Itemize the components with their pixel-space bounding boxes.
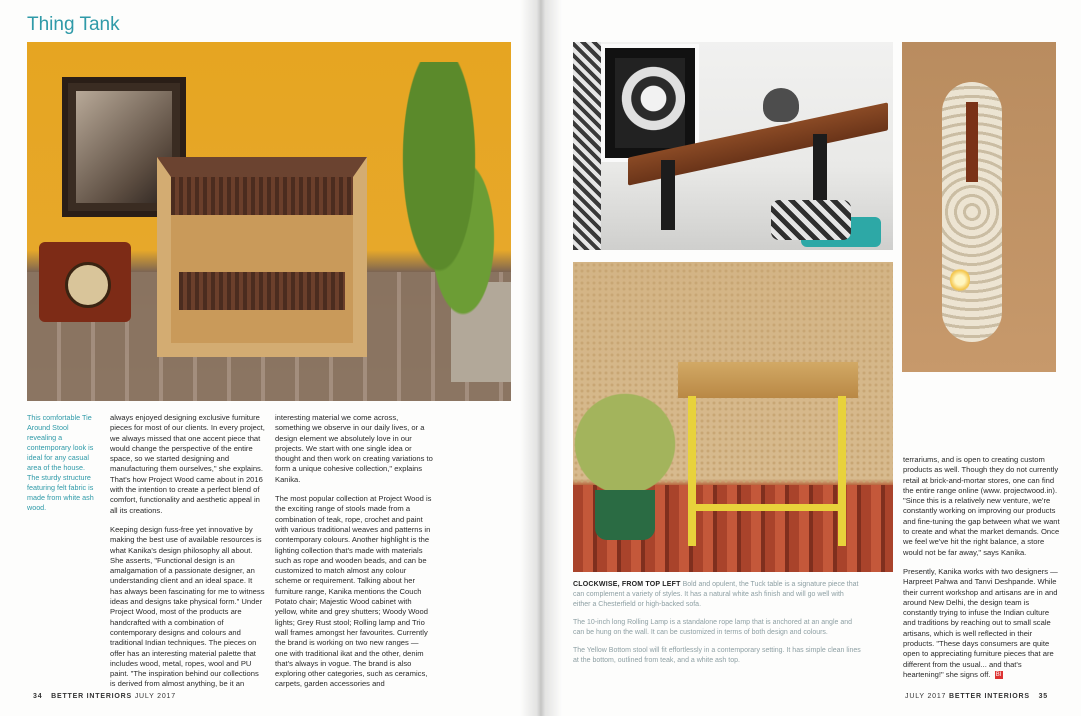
light-bulb (950, 267, 970, 293)
frame-art (615, 58, 685, 148)
caption-lead: CLOCKWISE, FROM TOP LEFT (573, 581, 681, 588)
paragraph: interesting material we come across, something we observe in our daily lives, or a design element we absolutely love in our projects. We start with one single idea or thought and then work on creating variations to form a unique cohesive collection," explains Kanika. (275, 413, 433, 484)
vintage-telephone (39, 242, 131, 322)
paragraph (903, 567, 1063, 680)
table-leg (813, 134, 827, 202)
issue-date: JULY 2017 (134, 693, 176, 700)
end-mark-icon: BI (995, 671, 1002, 678)
paragraph-text: Presently, Kanika works with two designers — Harpreet Pahwa and Tanvi Deshpande. While their current workshop and artisans are in and around New Delhi, the design team is constantly trying to infuse the Indian culture and traditions by reaching out to small scale artisans, which is well reflected in their products. "These days consumers are quite open to appreciating furniture pieces that are different from the usual... and that's heartening!" she signs off. (903, 566, 1058, 679)
tie-around-stool-photo (27, 42, 511, 401)
wooden-stool (157, 157, 367, 357)
stool-caption: This comfortable Tie Around Stool revealing a contemporary look is ideal for any casual area of the house. The sturdy structure featuring felt fabric is made from white ash wood. (27, 413, 94, 512)
stool-leg (688, 396, 696, 546)
stool-seat (678, 362, 858, 398)
patterned-cushion (771, 200, 851, 240)
paragraph: The most popular collection at Project Wood is the exciting range of stools made from a combination of teak, rope, crochet and paint with various traditional weaves and patterns in contemporary colours. Another highlight is the lighting collection that's made with materials such as rope and wooden beads, and can be customized to match almost any colour scheme or requirement. Talking about her furniture range, Kanika mentions the Couch Potato chair; Majestic Wood cabinet with yellow, white and grey shutters; Woody Wood lights; Grey Rust stool; Rolling lamp and Trio wall frames amongst her favourites. Currently the brand is working on two new ranges — one with traditional ikat and the other, denim that's always in vogue. The brand is also exploring other categories, such as ceramics, carpets, garden accessories and (275, 494, 432, 689)
paragraph: terrariums, and is open to creating custom products as well. Though they do not currently retail at brick-and-mortar stores, one can find the entire range online (www. projectwood.in). "Since this is a relatively new venture, we're constantly working on improving our products and fine-tuning the gap between what we want to create and what the market demands. Once we feel we've hit the right balance, a store would not be far away," says Kanika. (903, 455, 1060, 557)
palm-plant (391, 62, 511, 382)
folio-right (905, 693, 1054, 700)
magazine-name: BETTER INTERIORS (51, 693, 132, 700)
telephone-dial (65, 262, 111, 308)
table-leg (661, 160, 675, 230)
rolling-lamp-photo (902, 42, 1056, 372)
caption-text: Bold and opulent, the Tuck table is a signature piece that can complement a variety of styles. It has a natural white ash finish and will go well with either a Chesterfield or high-backed sofa. (573, 581, 859, 608)
paragraph: Keeping design fuss-free yet innovative by making the best use of available resources is what Kanika's design philosophy all about. She asserts, "Functional design is an amalgamation of a passionate designer, an understanding client and an ideal space. It has always been fascinating for me to witness ideas and designs take physical form." Under Project Wood, most of the products are handcrafted with a combination of contemporary designs and colours and traditional Indian techniques. The pieces on offer has an interesting material palette that includes wood, metal, ropes, wool and PU paint. "The inspiration behind our collections is derived from almost anything, be it an (110, 524, 265, 689)
stool-leg (838, 396, 846, 546)
yellow-bottom-stool-photo (573, 262, 893, 572)
page-number: 35 (1038, 693, 1048, 700)
caption-second: The 10-inch long Rolling Lamp is a standalone rope lamp that is anchored at an angle and can be hung on the wall. It can be customized in terms of both design and colours. (573, 619, 853, 636)
teapot (763, 88, 799, 122)
patterned-rug (573, 42, 601, 250)
tuck-table-photo (573, 42, 893, 250)
right-page (541, 0, 1081, 716)
page-number: 34 (33, 693, 43, 700)
article-column-3 (903, 455, 1063, 689)
left-page (0, 0, 540, 716)
paragraph: always enjoyed designing exclusive furniture pieces for most of our clients. In every project, we always missed that one accent piece that would change the perspective of the entire space, so we started designing and manufacturing them ourselves," she explains. That's how Project Wood came about in 2016 with the intention to create a perfect blend of comfort, functionality and aesthetic appeal in all its creations. (110, 413, 265, 515)
issue-date: JULY 2017 (905, 693, 947, 700)
folio-left (27, 693, 176, 700)
photo-captions (573, 580, 863, 674)
caption-first (573, 580, 863, 610)
wall-art-frame (601, 44, 699, 162)
article-column-1 (110, 413, 265, 699)
article-column-2 (275, 413, 433, 699)
stool-weave-shelf (179, 272, 345, 310)
stool-weave-top (171, 177, 353, 215)
caption-third: The Yellow Bottom stool will fit effortlessly in a contemporary setting. It has simple clean lines at the bottom, outlined from teak, and a white ash top. (573, 647, 861, 664)
section-title: Thing Tank (27, 14, 120, 35)
green-pot (595, 490, 655, 540)
wooden-anchor (966, 102, 978, 182)
stool-crossbar (688, 504, 846, 511)
magazine-name: BETTER INTERIORS (949, 693, 1030, 700)
